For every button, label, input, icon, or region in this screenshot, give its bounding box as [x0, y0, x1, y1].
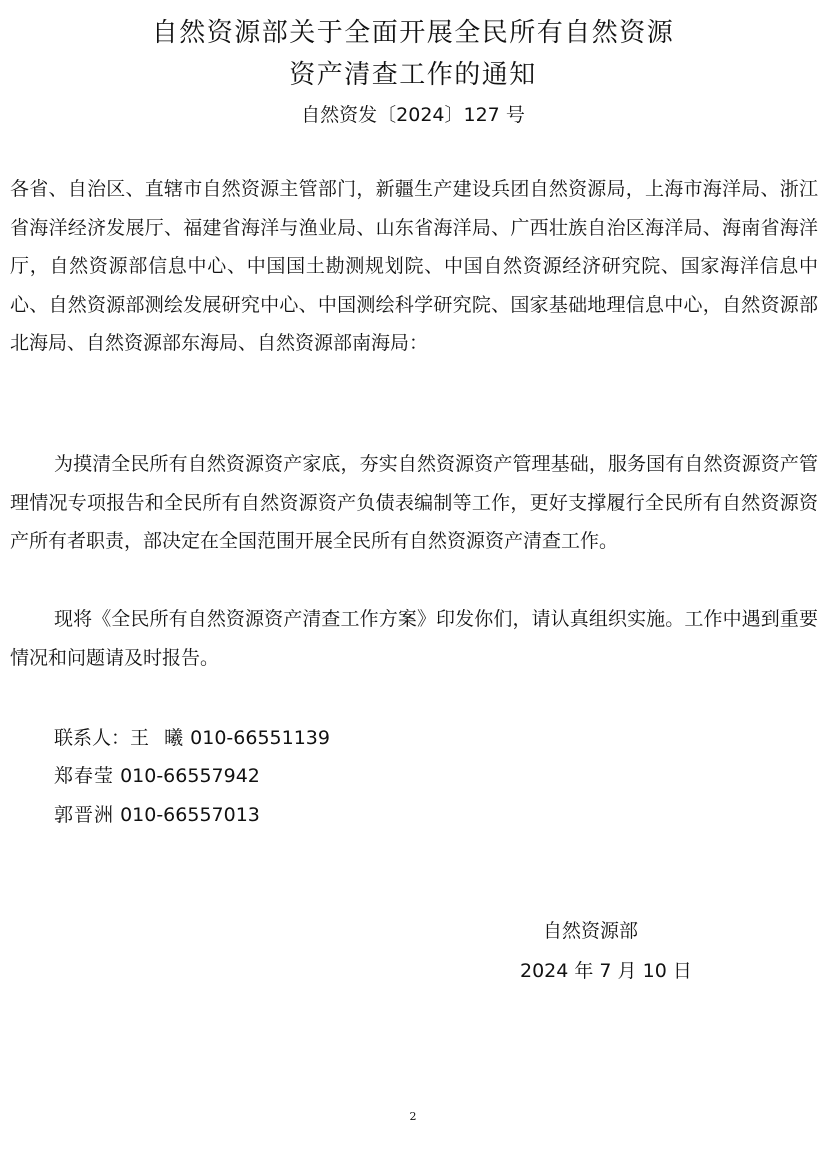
contact-phone: 010-66557013: [120, 804, 260, 826]
document-title-line-1: 自然资源部关于全面开展全民所有自然资源: [151, 18, 675, 48]
contact-line-3: [54, 800, 260, 830]
contact-prefix: 联系人：: [54, 727, 131, 749]
signature-date: 2024 年 7 月 10 日: [520, 960, 692, 982]
contact-phone: 010-66551139: [190, 727, 330, 749]
addressees-paragraph: 各省、自治区、直辖市自然资源主管部门，新疆生产建设兵团自然资源局，上海市海洋局、浙江省海洋经济发展厅、福建省海洋与渔业局、山东省海洋局、广西壮族自治区海洋局、海南省海洋厅，自然资源部信息中心、中国国土勘测规划院、中国自然资源经济研究院、国家海洋信息中心、自然资源部测绘发展研究中心、中国测绘科学研究院、国家基础地理信息中心，自然资源部北海局、自然资源部东海局、自然资源部南海局：: [10, 178, 818, 354]
contact-phone: 010-66557942: [120, 765, 260, 787]
contact-line-2: [54, 761, 260, 791]
contact-line-1: [54, 723, 330, 753]
contact-name: 郭晋洲: [54, 804, 115, 826]
contact-name: 郑春莹: [54, 765, 115, 787]
document-number: 自然资发〔2024〕127 号: [301, 104, 525, 126]
document-title-line-2: 资产清查工作的通知: [289, 60, 537, 90]
body-paragraph-1: 为摸清全民所有自然资源资产家底，夯实自然资源资产管理基础，服务国有自然资源资产管理情况专项报告和全民所有自然资源资产负债表编制等工作，更好支撑履行全民所有自然资源资产所有者职责，部决定在全国范围开展全民所有自然资源资产清查工作。: [10, 453, 818, 552]
signature-organization: 自然资源部: [543, 920, 639, 942]
page-number: 2: [409, 1110, 417, 1123]
contact-name: 王 曦: [130, 727, 185, 749]
body-paragraph-2: 现将《全民所有自然资源资产清查工作方案》印发你们，请认真组织实施。工作中遇到重要情况和问题请及时报告。: [10, 608, 818, 669]
